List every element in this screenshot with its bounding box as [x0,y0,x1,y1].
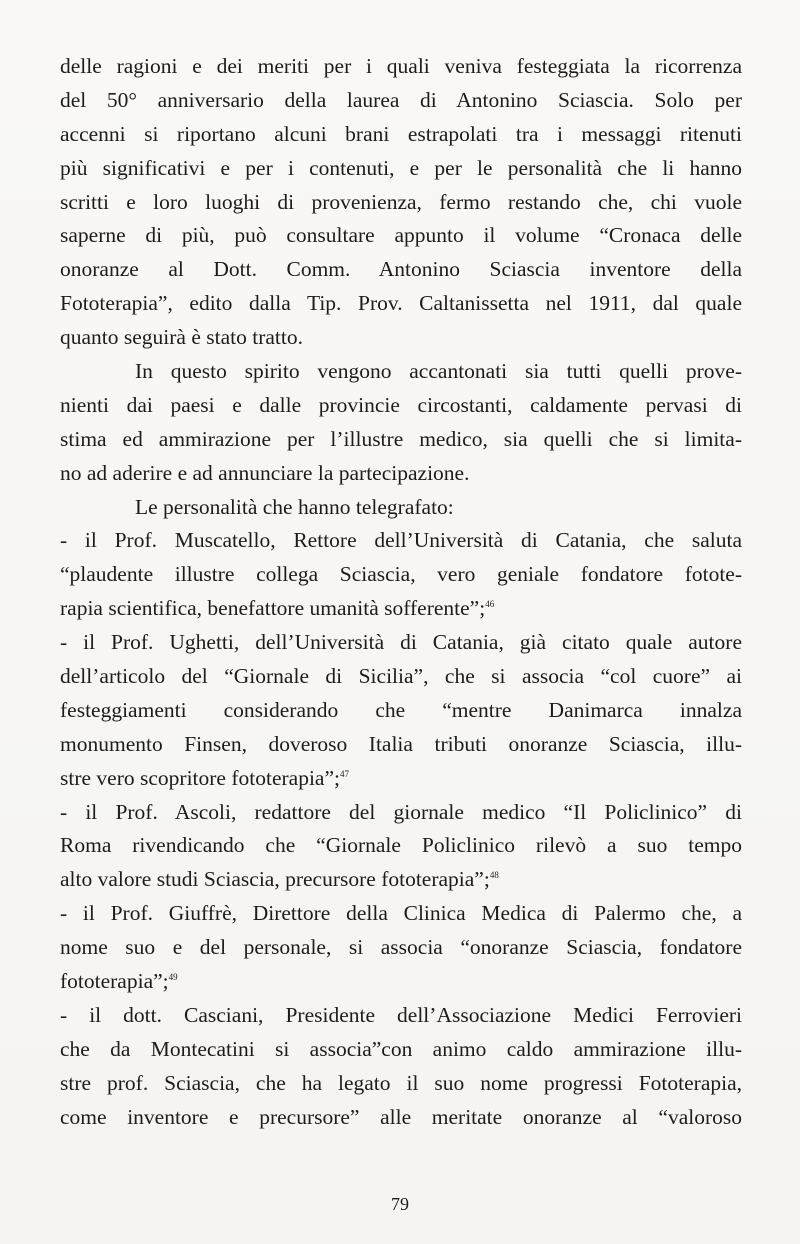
footnote-ref: 46 [485,599,495,610]
page-number: 79 [391,1194,409,1214]
text-line: saperne di più, può consultare appunto il volume “Cronaca delle [60,223,742,248]
text-line: In questo spirito vengono accantonati sia tutti quelli prove- [135,359,742,384]
text-line [60,965,742,999]
text-line: no ad aderire e ad annunciare la partecipazione. [60,460,470,485]
text-line: nienti dai paesi e dalle provincie circostanti, caldamente pervasi di [60,392,742,417]
footnote-ref: 48 [489,870,499,881]
text-line: - il Prof. Ughetti, dell’Università di Catania, già citato quale autore [60,630,742,655]
text-line: come inventore e precursore” alle meritate onoranze al “valoroso [60,1104,742,1129]
text-line: onoranze al Dott. Comm. Antonino Sciascia inventore della [60,257,742,282]
text-line: quanto seguirà è stato tratto. [60,325,303,350]
text-line: dell’articolo del “Giornale di Sicilia”, che si associa “col cuore” ai [60,664,742,689]
text-fragment: fototerapia”; [60,969,169,994]
text-line: accenni si riportano alcuni brani estrapolati tra i messaggi ritenuti [60,121,742,146]
text-line: - il Prof. Muscatello, Rettore dell’Università di Catania, che saluta [60,528,742,553]
text-line: - il dott. Casciani, Presidente dell’Associazione Medici Ferrovieri [60,1002,742,1027]
text-line: del 50° anniversario della laurea di Antonino Sciascia. Solo per [60,87,742,112]
text-line: scritti e loro luoghi di provenienza, fermo restando che, chi vuole [60,189,742,214]
text-line: stre prof. Sciascia, che ha legato il suo nome progressi Fototerapia, [60,1070,742,1095]
text-line: festeggiamenti considerando che “mentre Danimarca innalza [60,697,742,722]
text-line: più significativi e per i contenuti, e per le personalità che li hanno [60,155,742,180]
text-line [60,863,742,897]
text-line [60,762,742,796]
text-line: monumento Finsen, doveroso Italia tributi onoranze Sciascia, illu- [60,731,742,756]
text-line: Fototerapia”, edito dalla Tip. Prov. Caltanissetta nel 1911, dal quale [60,291,742,316]
text-line: Le personalità che hanno telegrafato: [135,494,454,519]
text-line: - il Prof. Ascoli, redattore del giornale medico “Il Policlinico” di [60,799,742,824]
text-line: - il Prof. Giuffrè, Direttore della Clinica Medica di Palermo che, a [60,901,742,926]
text-line: Roma rivendicando che “Giornale Policlinico rilevò a suo tempo [60,833,742,858]
footnote-ref: 49 [168,971,178,982]
text-line [60,592,742,626]
text-fragment: rapia scientifica, benefattore umanità sofferente”; [60,596,486,621]
footnote-ref: 47 [339,768,349,779]
text-line: delle ragioni e dei meriti per i quali veniva festeggiata la ricorrenza [60,54,742,78]
body-text [60,50,742,1135]
text-line: stima ed ammirazione per l’illustre medico, sia quelli che si limita- [60,426,742,451]
text-line: “plaudente illustre collega Sciascia, vero geniale fondatore fotote- [60,562,742,587]
text-line: nome suo e del personale, si associa “onoranze Sciascia, fondatore [60,935,742,960]
text-fragment: stre vero scopritore fototerapia”; [60,765,340,790]
text-line: che da Montecatini si associa”con animo caldo ammirazione illu- [60,1036,742,1061]
text-fragment: alto valore studi Sciascia, precursore fototerapia”; [60,867,490,892]
